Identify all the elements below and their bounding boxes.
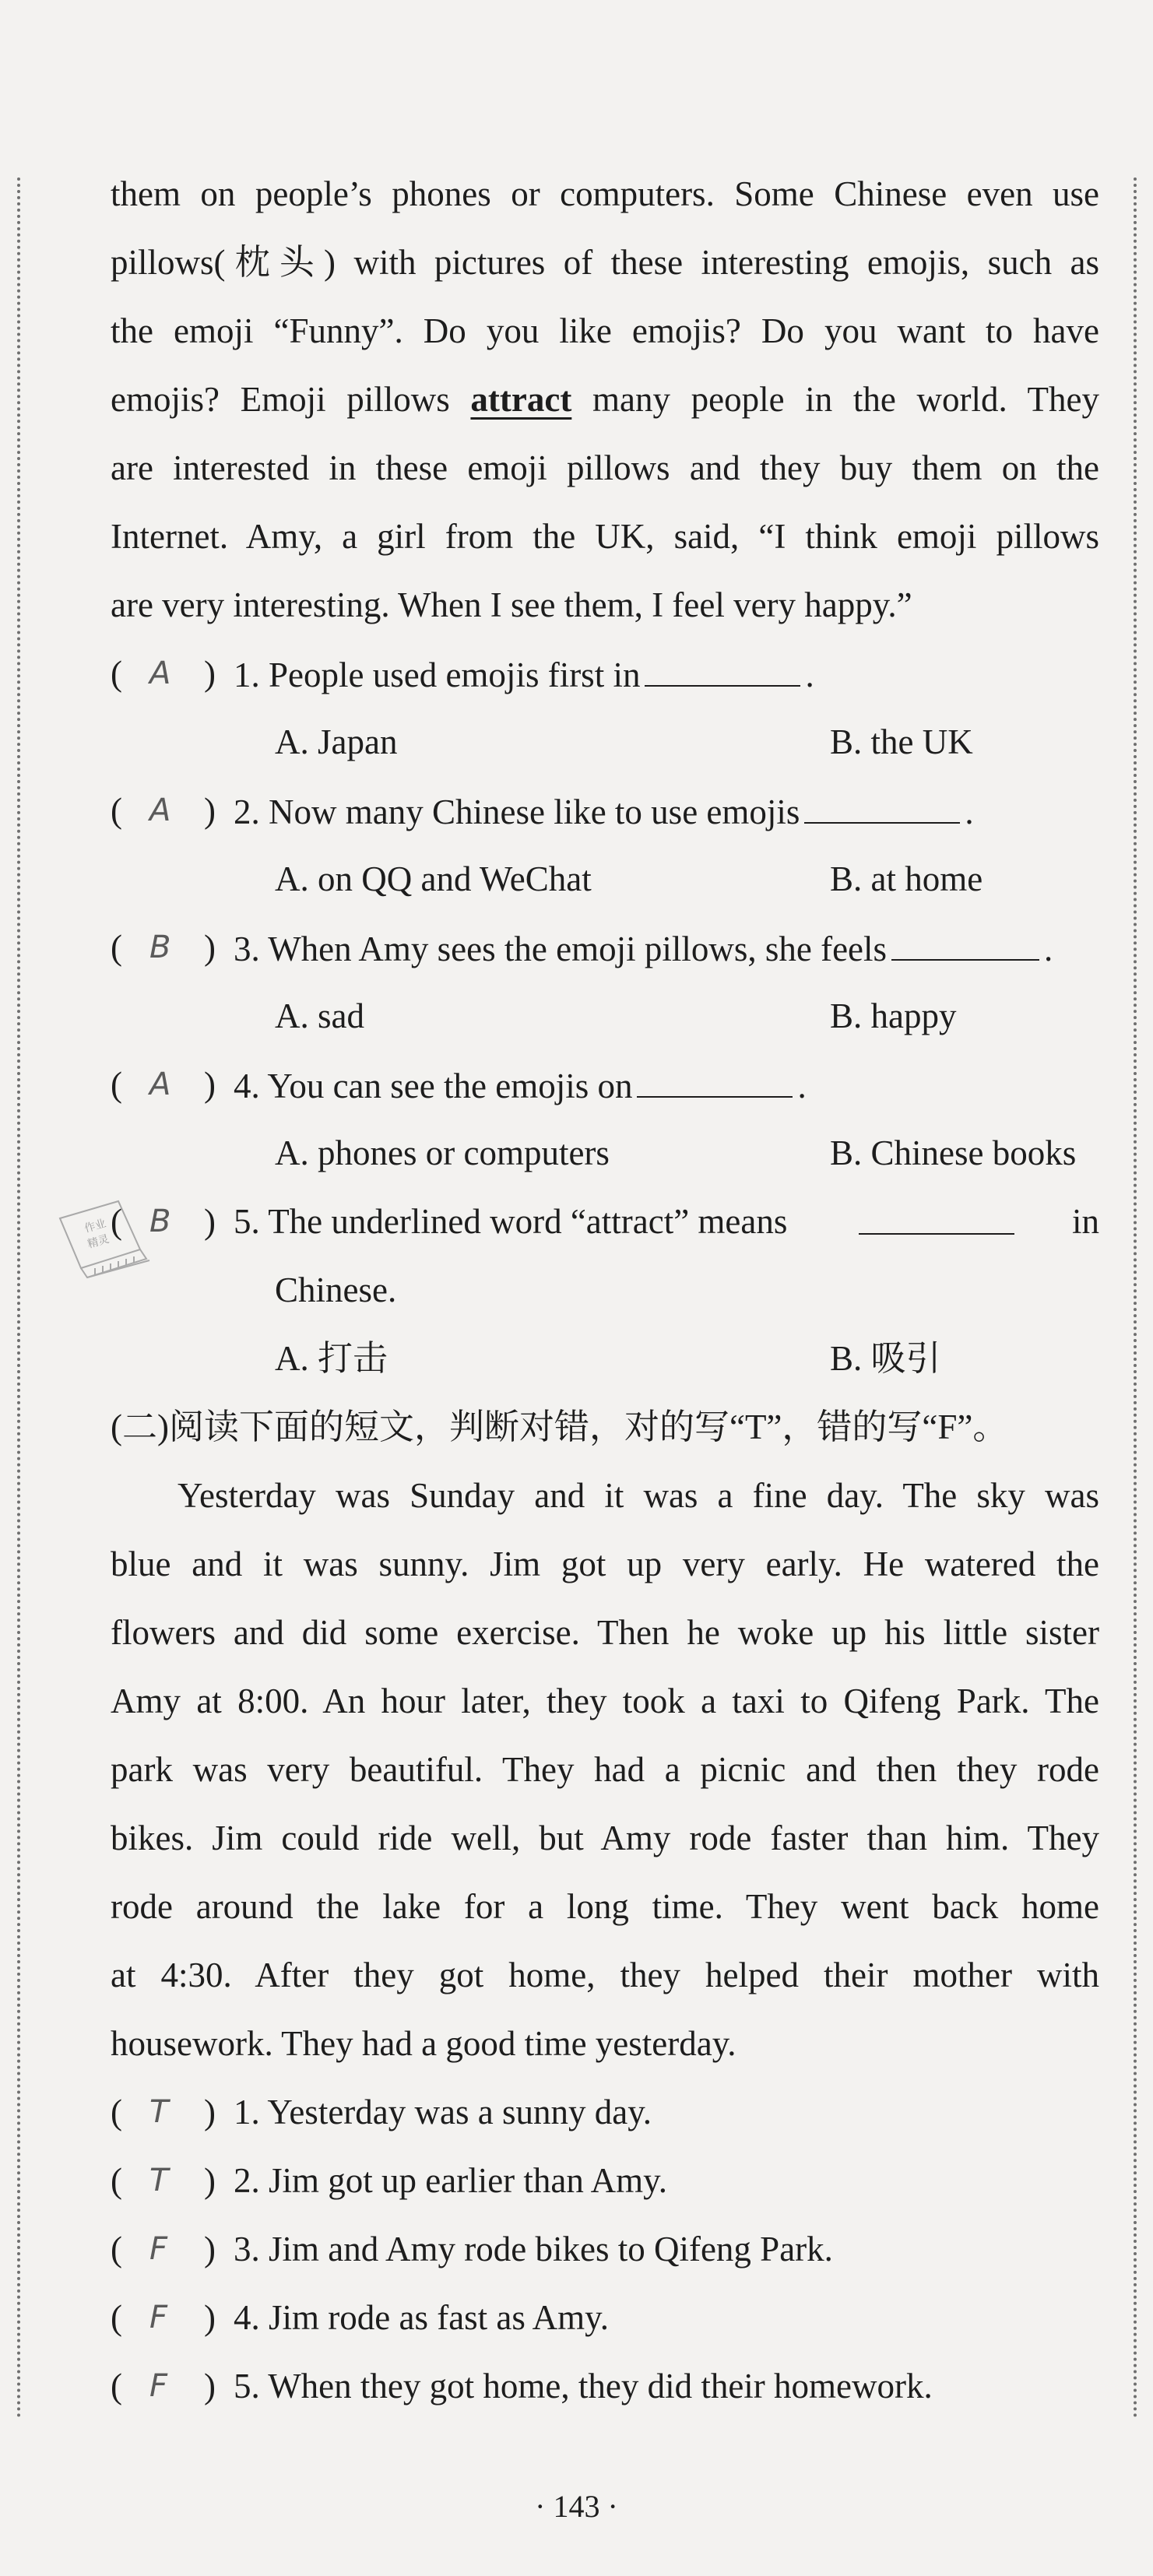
svg-text:作业: 作业: [83, 1217, 108, 1235]
passage-line: park was very beautiful. They had a picnic and then they rode: [111, 1750, 1099, 1789]
passage-line: the emoji “Funny”. Do you like emojis? Do you want to have: [111, 311, 1099, 350]
page-number: · 143 ·: [535, 2489, 618, 2524]
question-text: Jim got up earlier than Amy.: [269, 2161, 667, 2200]
passage-line: at 4:30. After they got home, they helped their mother with: [111, 1956, 1099, 1994]
question-number: 4.: [234, 2298, 260, 2337]
question-text: You can see the emojis on: [267, 1067, 633, 1105]
question-number: 2.: [234, 2161, 260, 2200]
mc-question: ( B ) 3. When Amy sees the emoji pillows, she feels .: [111, 920, 1099, 975]
passage-text: many people in the world. They: [571, 380, 1099, 419]
question-text: Now many Chinese like to use emojis: [269, 792, 800, 831]
passage-line: Yesterday was Sunday and it was a fine day. The sky was: [178, 1476, 1099, 1515]
answer-mark: B: [149, 1204, 171, 1239]
right-cut-line: [1134, 177, 1137, 2420]
question-number: 4.: [234, 1067, 260, 1105]
left-cut-line: [17, 177, 20, 2420]
passage-line: [111, 372, 1099, 427]
option-b: B. happy: [830, 996, 957, 1035]
answer-blank[interactable]: [804, 783, 960, 824]
option-a: A. 打击: [275, 1339, 388, 1378]
homework-stamp-logo: [48, 1187, 173, 1288]
answer-mark: B: [149, 930, 171, 965]
passage-line: housework. They had a good time yesterday.: [111, 2024, 736, 2063]
svg-text:精灵: 精灵: [86, 1232, 111, 1251]
option-b: B. Chinese books: [830, 1133, 1077, 1172]
tf-question: ( F ) 3. Jim and Amy rode bikes to Qifeng Park.: [111, 2222, 1099, 2276]
answer-mark: F: [149, 2231, 168, 2267]
option-a: A. Japan: [275, 722, 398, 761]
option-b: B. the UK: [830, 722, 973, 761]
question-text: Yesterday was a sunny day.: [267, 2093, 652, 2131]
section-2-heading: (二)阅读下面的短文，判断对错，对的写“T”，错的写“F”。: [111, 1407, 1008, 1446]
question-number: 5.: [234, 1202, 260, 1241]
question-text: People used emojis first in: [269, 655, 641, 694]
question-number: 5.: [234, 2367, 260, 2406]
question-text: Jim rode as fast as Amy.: [269, 2298, 610, 2337]
question-number: 3.: [234, 2230, 260, 2268]
answer-mark: A: [149, 655, 171, 691]
tf-question: ( F ) 5. When they got home, they did their homework.: [111, 2359, 1099, 2413]
mc-question: ( A ) 4. You can see the emojis on .: [111, 1057, 1099, 1112]
passage-line: flowers and did some exercise. Then he woke up his little sister: [111, 1613, 1099, 1652]
answer-blank[interactable]: [859, 1194, 1014, 1235]
passage-line: pillows(枕头) with pictures of these interesting emojis, such as: [111, 243, 1099, 282]
mc-question: ( A ) 1. People used emojis first in .: [111, 646, 1099, 701]
question-text: When Amy sees the emoji pillows, she feels: [268, 930, 888, 968]
option-a: A. sad: [275, 996, 364, 1035]
question-number: 1.: [234, 655, 260, 694]
passage-line: bikes. Jim could ride well, but Amy rode faster than him. They: [111, 1819, 1099, 1857]
answer-mark: T: [149, 2163, 169, 2198]
question-continuation: Chinese.: [275, 1270, 397, 1309]
tf-question: ( T ) 1. Yesterday was a sunny day.: [111, 2085, 1099, 2139]
answer-blank[interactable]: [645, 646, 800, 687]
option-b: B. 吸引: [830, 1339, 941, 1378]
question-number: 2.: [234, 792, 260, 831]
answer-mark: A: [149, 1067, 171, 1102]
tf-question: ( T ) 2. Jim got up earlier than Amy.: [111, 2153, 1099, 2208]
option-a: A. on QQ and WeChat: [275, 859, 592, 898]
passage-line: are interested in these emoji pillows and they buy them on the: [111, 448, 1099, 487]
mc-question: ( B ) 5. The underlined word “attract” means in: [111, 1194, 1099, 1249]
answer-mark: A: [149, 792, 171, 828]
mc-question: ( A ) 2. Now many Chinese like to use emojis .: [111, 783, 1099, 838]
answer-mark: F: [149, 2368, 168, 2404]
underlined-word: attract: [470, 380, 572, 419]
option-a: A. phones or computers: [275, 1133, 610, 1172]
passage-line: rode around the lake for a long time. They went back home: [111, 1887, 1099, 1926]
tf-question: ( F ) 4. Jim rode as fast as Amy.: [111, 2290, 1099, 2345]
passage-line: are very interesting. When I see them, I feel very happy.”: [111, 585, 912, 624]
option-b: B. at home: [830, 859, 983, 898]
answer-mark: F: [149, 2300, 168, 2335]
passage-line: Amy at 8:00. An hour later, they took a taxi to Qifeng Park. The: [111, 1682, 1099, 1720]
passage-line: them on people’s phones or computers. Some Chinese even use: [111, 174, 1099, 213]
question-text: The underlined word “attract” means: [268, 1202, 788, 1241]
answer-blank[interactable]: [637, 1057, 793, 1098]
passage-text: emojis? Emoji pillows: [111, 380, 471, 419]
passage-line: blue and it was sunny. Jim got up very early. He watered the: [111, 1545, 1099, 1583]
question-text: When they got home, they did their homework.: [268, 2367, 933, 2406]
passage-line: Internet. Amy, a girl from the UK, said, “I think emoji pillows: [111, 517, 1099, 556]
question-text: Jim and Amy rode bikes to Qifeng Park.: [269, 2230, 833, 2268]
answer-mark: T: [149, 2094, 169, 2130]
answer-blank[interactable]: [891, 920, 1039, 961]
question-number: 1.: [234, 2093, 260, 2131]
question-number: 3.: [234, 930, 260, 968]
